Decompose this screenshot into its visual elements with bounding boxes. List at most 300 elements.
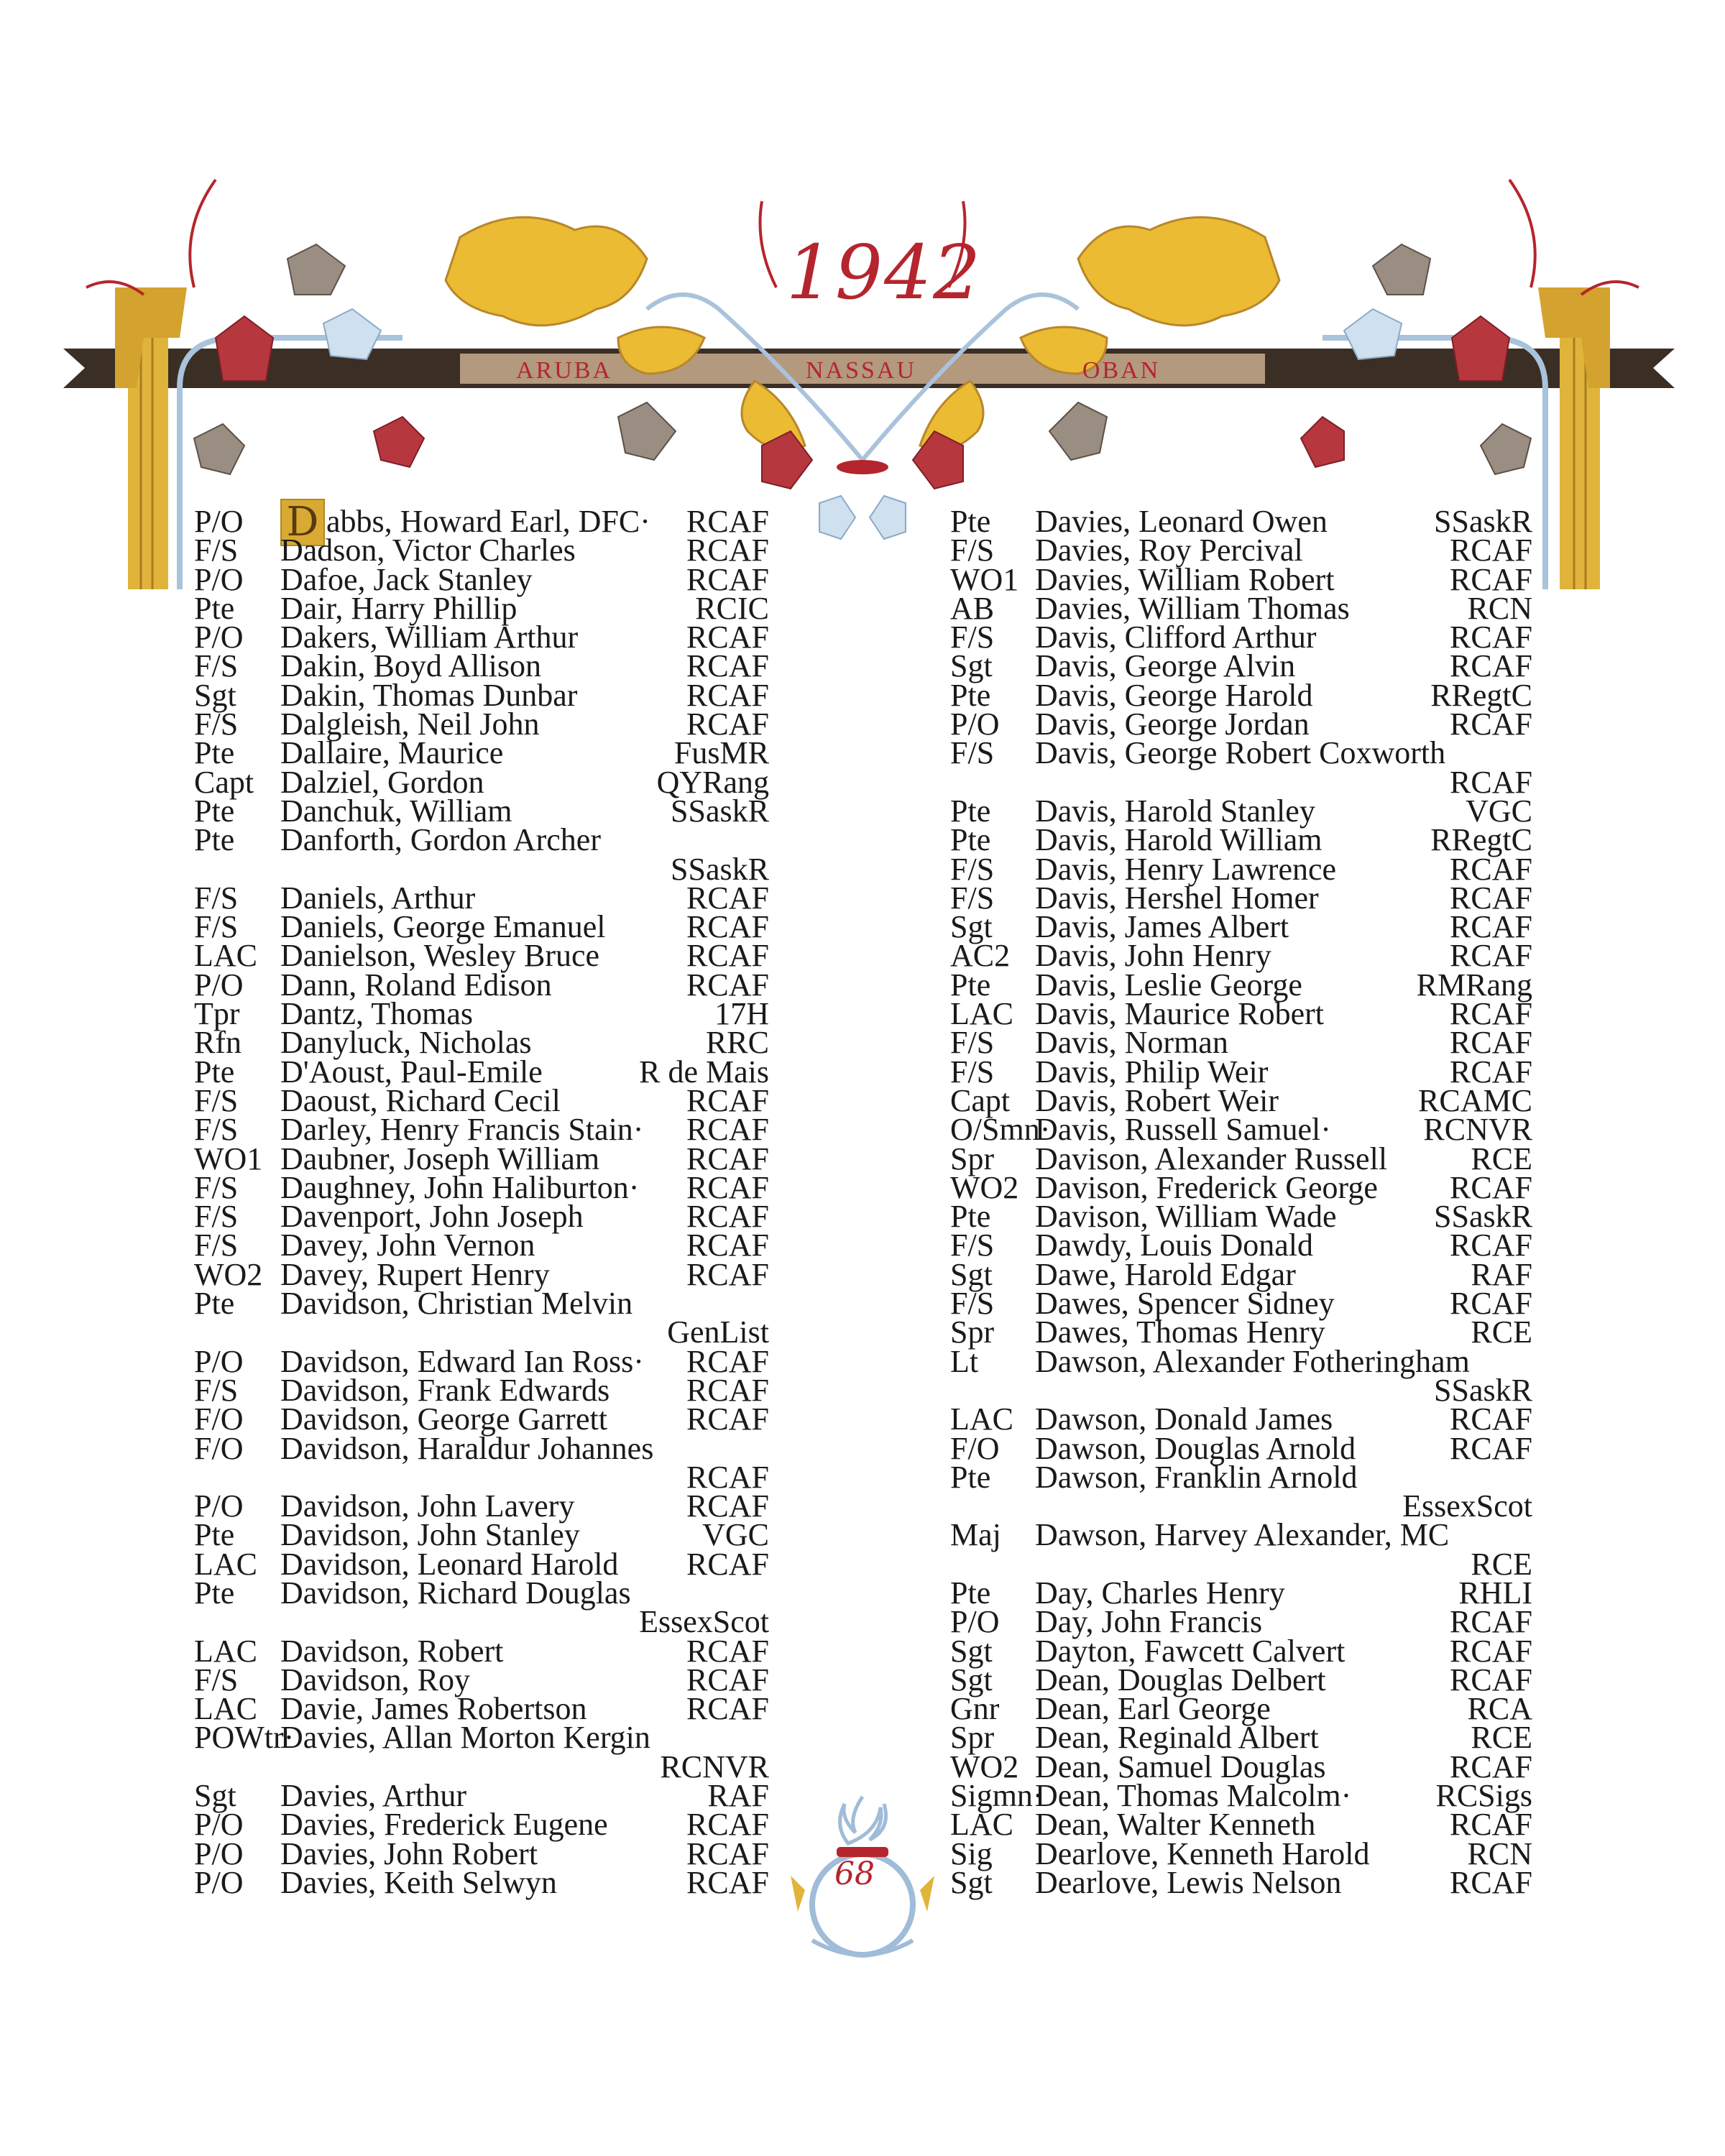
entry-name: Dalziel, Gordon	[280, 764, 484, 800]
entry-name: Dean, Samuel Douglas	[1035, 1749, 1326, 1784]
entry-rank: Sgt	[950, 909, 993, 945]
drop-cap: D	[280, 499, 325, 546]
entry-rank: Pte	[194, 590, 235, 626]
entry-name: Davis, George Harold	[1035, 677, 1313, 713]
entry-name: Davies, William Robert	[1035, 561, 1335, 597]
entry-name: Davidson, John Stanley	[280, 1517, 580, 1553]
entry-rank: Rfn	[194, 1025, 242, 1061]
roll-entry	[194, 590, 769, 626]
entry-rank: Capt	[194, 764, 254, 800]
entry-name: Danforth, Gordon Archer	[280, 822, 601, 858]
roll-entry	[194, 735, 769, 771]
entry-unit: RCAF	[686, 706, 769, 742]
roll-entry	[950, 1343, 1532, 1408]
entry-unit: RCAF	[686, 619, 769, 655]
entry-name: Davis, George Robert Coxworth	[1035, 735, 1446, 771]
entry-rank: F/S	[194, 1227, 239, 1263]
roll-entry	[950, 1112, 1532, 1148]
entry-unit: RCAF	[686, 1633, 769, 1669]
entry-rank: F/S	[950, 735, 995, 771]
entry-unit: RCAF	[686, 1546, 769, 1582]
entry-rank: F/S	[194, 533, 239, 568]
entry-name: Dawes, Thomas Henry	[1035, 1314, 1325, 1350]
entry-unit: RCAF	[686, 1199, 769, 1235]
entry-name: Daniels, Arthur	[280, 880, 476, 916]
entry-rank: AC2	[950, 938, 1011, 974]
entry-rank: F/S	[950, 1286, 995, 1322]
entry-unit: QYRang	[656, 764, 769, 800]
entry-name: Davidson, Edward Ian Ross·	[280, 1343, 644, 1379]
entry-name: Daoust, Richard Cecil	[280, 1082, 561, 1118]
entry-unit: RCAF	[686, 648, 769, 684]
entry-unit: RHLI	[1458, 1575, 1532, 1611]
roll-entry	[194, 1807, 769, 1843]
entry-rank: Pte	[194, 1286, 235, 1322]
entry-unit: RCN	[1467, 1835, 1532, 1871]
entry-name: Danchuk, William	[280, 793, 512, 829]
entry-rank: WO2	[194, 1256, 263, 1292]
roll-entry	[950, 996, 1532, 1032]
roll-entry	[950, 1807, 1532, 1843]
roll-entry	[194, 1343, 769, 1379]
entry-unit: RCAF	[1450, 1749, 1532, 1784]
entry-name: Davis, Henry Lawrence	[1035, 851, 1337, 887]
roll-entry	[194, 1286, 769, 1350]
entry-name: Darley, Henry Francis Stain·	[280, 1112, 644, 1148]
entry-name: Davies, Roy Percival	[1035, 533, 1303, 568]
entry-rank: F/S	[194, 706, 239, 742]
entry-name: Dawson, Harvey Alexander, MC	[1035, 1517, 1450, 1553]
entry-unit: VGC	[702, 1517, 769, 1553]
entry-name: Davis, Leslie George	[1035, 967, 1302, 1003]
entry-rank: Pte	[950, 793, 991, 829]
roll-entry	[194, 1025, 769, 1061]
roll-entry	[950, 1662, 1532, 1697]
entry-unit: RCAF	[1450, 996, 1532, 1032]
entry-unit: RRegtC	[1430, 677, 1532, 713]
roll-entry	[950, 1575, 1532, 1611]
entry-name: Dean, Earl George	[1035, 1691, 1271, 1727]
entry-name: Davenport, John Joseph	[280, 1199, 584, 1235]
entry-name: Davis, Norman	[1035, 1025, 1228, 1061]
roll-entry	[194, 1169, 769, 1205]
roll-entry	[950, 1459, 1532, 1524]
entry-name: Day, John Francis	[1035, 1604, 1263, 1640]
entry-rank: Pte	[950, 1199, 991, 1235]
entry-unit: RCSigs	[1435, 1778, 1532, 1814]
entry-unit: RCAF	[1450, 1662, 1532, 1697]
entry-rank: F/S	[194, 909, 239, 945]
entry-rank: WO1	[194, 1141, 263, 1176]
roll-entry	[950, 793, 1532, 829]
entry-name: Davidson, Robert	[280, 1633, 504, 1669]
roll-entry	[194, 1082, 769, 1118]
entry-rank: Sgt	[194, 677, 236, 713]
entry-name: Dalgleish, Neil John	[280, 706, 540, 742]
roll-entry	[950, 1778, 1532, 1814]
roll-entry	[950, 619, 1532, 655]
entry-rank: F/S	[194, 880, 239, 916]
entry-name: Dawdy, Louis Donald	[1035, 1227, 1313, 1263]
entry-unit: RMRang	[1416, 967, 1532, 1003]
entry-rank: F/S	[950, 1227, 995, 1263]
entry-unit: RCAF	[686, 1141, 769, 1176]
entry-unit: VGC	[1466, 793, 1532, 829]
entry-name: Davidson, Richard Douglas	[280, 1575, 631, 1611]
entry-unit: RCAF	[1450, 1169, 1532, 1205]
roll-entry	[950, 648, 1532, 684]
entry-name: Davidson, Frank Edwards	[280, 1372, 610, 1408]
entry-unit: EssexScot	[639, 1604, 769, 1640]
entry-unit: RCAF	[1450, 880, 1532, 916]
entry-rank: F/S	[194, 1662, 239, 1697]
entry-unit: RCAF	[1450, 1025, 1532, 1061]
entry-unit: GenList	[667, 1314, 769, 1350]
entry-name: Davie, James Robertson	[280, 1691, 587, 1727]
roll-entry	[194, 793, 769, 829]
entry-name: Dean, Walter Kenneth	[1035, 1807, 1316, 1843]
entry-name: Davis, James Albert	[1035, 909, 1289, 945]
entry-rank: Pte	[194, 793, 235, 829]
entry-name: Davey, John Vernon	[280, 1227, 535, 1263]
roll-entry	[194, 499, 769, 545]
entry-unit: RCAF	[686, 533, 769, 568]
entry-rank: F/S	[194, 1082, 239, 1118]
entry-unit: RCAF	[686, 1662, 769, 1697]
entry-unit: RCAF	[1450, 1430, 1532, 1466]
roll-entry	[950, 1025, 1532, 1061]
entry-name: Davis, Harold Stanley	[1035, 793, 1315, 829]
entry-name-text: abbs, Howard Earl, DFC·	[326, 504, 650, 539]
entry-name: Davidson, Roy	[280, 1662, 470, 1697]
roll-entry	[950, 851, 1532, 887]
roll-entry	[950, 1430, 1532, 1466]
entry-unit: RCE	[1471, 1314, 1532, 1350]
entry-name: Davies, Allan Morton Kergin	[280, 1720, 650, 1756]
roll-entry	[194, 764, 769, 800]
entry-rank: P/O	[194, 561, 244, 597]
entry-name: Dawson, Franklin Arnold	[1035, 1459, 1358, 1495]
entry-name: Davies, Frederick Eugene	[280, 1807, 608, 1843]
roll-entry	[950, 1054, 1532, 1089]
entry-rank: AB	[950, 590, 995, 626]
entry-unit: RCAF	[1450, 706, 1532, 742]
entry-name: Davis, Maurice Robert	[1035, 996, 1324, 1032]
entry-unit: RCAF	[1450, 1054, 1532, 1089]
entry-name: Davies, Keith Selwyn	[280, 1864, 557, 1900]
entry-unit: RCAF	[1450, 851, 1532, 887]
entry-rank: P/O	[194, 1864, 244, 1900]
entry-name: Davidson, Haraldur Johannes	[280, 1430, 654, 1466]
entry-rank: F/S	[194, 1169, 239, 1205]
entry-unit: RCAF	[686, 561, 769, 597]
entry-rank: Pte	[950, 1575, 991, 1611]
entry-unit: RCAF	[686, 1082, 769, 1118]
roll-entry	[950, 967, 1532, 1003]
entry-rank: Capt	[950, 1082, 1011, 1118]
roll-entry	[194, 1575, 769, 1640]
entry-unit: RCAF	[686, 1343, 769, 1379]
entry-name: Dawson, Donald James	[1035, 1401, 1333, 1437]
entry-unit: RCE	[1471, 1141, 1532, 1176]
roll-entry	[950, 938, 1532, 974]
entry-unit: RCA	[1467, 1691, 1532, 1727]
entry-rank: Pte	[950, 1459, 991, 1495]
entry-rank: LAC	[950, 1807, 1013, 1843]
entry-rank: F/O	[194, 1401, 244, 1437]
entry-rank: F/S	[194, 1112, 239, 1148]
entry-name: Davison, Alexander Russell	[1035, 1141, 1388, 1176]
entry-name: Davis, Harold William	[1035, 822, 1322, 858]
roll-entry	[194, 909, 769, 945]
entry-rank: Sgt	[950, 648, 993, 684]
entry-name: Davis, Hershel Homer	[1035, 880, 1319, 916]
ship-name-aruba: ARUBA	[515, 357, 613, 384]
entry-name: Davidson, John Lavery	[280, 1488, 575, 1524]
left-name-column	[194, 499, 769, 1900]
entry-rank: F/O	[950, 1430, 1000, 1466]
roll-entry	[950, 1401, 1532, 1437]
right-name-column	[950, 504, 1532, 1900]
page-number: 68	[834, 1856, 875, 1892]
entry-unit: RCAF	[1450, 909, 1532, 945]
roll-entry	[950, 1169, 1532, 1205]
entry-unit: RCAF	[686, 1691, 769, 1727]
roll-entry	[194, 1401, 769, 1437]
entry-rank: LAC	[950, 996, 1013, 1032]
entry-rank: Pte	[194, 822, 235, 858]
entry-name: Dawe, Harold Edgar	[1035, 1256, 1296, 1292]
entry-rank: O/Smn·	[950, 1112, 1051, 1148]
entry-rank: Sgt	[950, 1256, 993, 1292]
entry-name: Davis, Clifford Arthur	[1035, 619, 1317, 655]
entry-unit: RCAF	[1450, 1604, 1532, 1640]
entry-rank: P/O	[194, 619, 244, 655]
entry-name: Danielson, Wesley Bruce	[280, 938, 600, 974]
entry-unit: RCAF	[1450, 938, 1532, 974]
entry-name: Dakin, Thomas Dunbar	[280, 677, 578, 713]
roll-entry	[950, 706, 1532, 742]
roll-entry	[950, 1286, 1532, 1322]
roll-entry	[950, 1835, 1532, 1871]
entry-unit: RCAF	[686, 1372, 769, 1408]
entry-name: Davis, George Alvin	[1035, 648, 1296, 684]
entry-name: Davison, Frederick George	[1035, 1169, 1378, 1205]
entry-name: Davey, Rupert Henry	[280, 1256, 550, 1292]
entry-unit: RCIC	[695, 590, 769, 626]
entry-unit: RCN	[1467, 590, 1532, 626]
entry-name: Dakers, William Arthur	[280, 619, 579, 655]
entry-rank: Sgt	[950, 1662, 993, 1697]
roll-entry	[194, 1141, 769, 1176]
roll-entry	[194, 967, 769, 1003]
entry-name: Davis, Russell Samuel·	[1035, 1112, 1331, 1148]
roll-entry	[194, 1835, 769, 1871]
entry-name: Day, Charles Henry	[1035, 1575, 1285, 1611]
entry-rank: WO2	[950, 1169, 1019, 1205]
entry-rank: Spr	[950, 1314, 995, 1350]
entry-name: Dawson, Douglas Arnold	[1035, 1430, 1356, 1466]
entry-unit: R de Mais	[639, 1054, 769, 1089]
center-ring	[837, 460, 888, 474]
roll-entry	[950, 1314, 1532, 1350]
entry-rank: Pte	[194, 1575, 235, 1611]
entry-unit: FusMR	[673, 735, 769, 771]
entry-name: Dafoe, Jack Stanley	[280, 561, 533, 597]
roll-entry	[950, 1227, 1532, 1263]
entry-unit: RCAF	[1450, 1227, 1532, 1263]
entry-unit: 17H	[714, 996, 769, 1032]
roll-entry	[194, 533, 769, 568]
roll-entry	[194, 1691, 769, 1727]
entry-rank: Maj	[950, 1517, 1001, 1553]
entry-rank: Pte	[950, 822, 991, 858]
entry-name: Davies, John Robert	[280, 1835, 538, 1871]
entry-unit: RCAF	[1450, 1807, 1532, 1843]
entry-rank: WO1	[950, 561, 1019, 597]
entry-unit: RCAF	[1450, 648, 1532, 684]
roll-entry	[950, 1633, 1532, 1669]
roll-entry	[950, 533, 1532, 568]
entry-unit: RCAMC	[1418, 1082, 1532, 1118]
roll-entry	[194, 706, 769, 742]
entry-rank: Spr	[950, 1141, 995, 1176]
entry-unit: RCAF	[1450, 561, 1532, 597]
roll-entry	[950, 504, 1532, 539]
entry-unit: SSaskR	[671, 793, 769, 829]
roll-entry	[194, 648, 769, 684]
roll-entry	[194, 1633, 769, 1669]
entry-unit: RCAF	[686, 677, 769, 713]
entry-name: Davies, William Thomas	[1035, 590, 1350, 626]
roll-entry	[950, 1720, 1532, 1756]
entry-name: Dakin, Boyd Allison	[280, 648, 542, 684]
entry-name: Davidson, Christian Melvin	[280, 1286, 633, 1322]
entry-name: Dallaire, Maurice	[280, 735, 504, 771]
entry-unit: RAF	[707, 1778, 769, 1814]
entry-rank: P/O	[194, 504, 244, 539]
entry-name: Davis, John Henry	[1035, 938, 1271, 974]
entry-rank: F/S	[950, 880, 995, 916]
entry-rank: F/O	[194, 1430, 244, 1466]
entry-rank: Sgt	[194, 1778, 236, 1814]
entry-unit: EssexScot	[1402, 1488, 1532, 1524]
entry-name: Davis, George Jordan	[1035, 706, 1310, 742]
entry-rank: WO2	[950, 1749, 1019, 1784]
entry-name: Dantz, Thomas	[280, 996, 474, 1032]
entry-unit: RCAF	[686, 1835, 769, 1871]
entry-rank: F/S	[950, 1054, 995, 1089]
entry-unit: RCAF	[1450, 533, 1532, 568]
entry-unit: RCAF	[686, 880, 769, 916]
ship-name-nassau: NASSAU	[805, 357, 917, 384]
year-heading: 1942	[786, 229, 983, 316]
roll-entry	[194, 1054, 769, 1089]
roll-entry	[194, 1864, 769, 1900]
roll-entry	[194, 880, 769, 916]
entry-name: D'Aoust, Paul-Emile	[280, 1054, 543, 1089]
entry-rank: Pte	[950, 677, 991, 713]
entry-unit: RCAF	[1450, 1864, 1532, 1900]
roll-entry	[194, 1778, 769, 1814]
roll-entry	[950, 735, 1532, 800]
entry-unit: RCNVR	[1423, 1112, 1532, 1148]
entry-rank: Pte	[194, 1517, 235, 1553]
roll-entry	[950, 1864, 1532, 1900]
entry-unit: SSaskR	[1434, 1199, 1532, 1235]
roll-entry	[194, 1517, 769, 1553]
entry-name: Dawes, Spencer Sidney	[1035, 1286, 1335, 1322]
entry-name: Davison, William Wade	[1035, 1199, 1337, 1235]
entry-unit: RCAF	[1450, 1633, 1532, 1669]
entry-unit: RCAF	[1450, 1401, 1532, 1437]
roll-entry	[950, 1141, 1532, 1176]
entry-rank: Gnr	[950, 1691, 1000, 1727]
entry-name: Daniels, George Emanuel	[280, 909, 606, 945]
roll-entry	[950, 561, 1532, 597]
roll-entry	[194, 561, 769, 597]
entry-rank: Sig	[950, 1835, 993, 1871]
roll-entry	[194, 822, 769, 887]
entry-unit: RCAF	[686, 1864, 769, 1900]
roll-entry	[950, 1517, 1532, 1582]
entry-unit: RCAF	[686, 967, 769, 1003]
entry-unit: RCNVR	[660, 1749, 769, 1784]
entry-unit: RCAF	[686, 1169, 769, 1205]
roll-entry	[950, 1082, 1532, 1118]
entry-rank: F/S	[194, 1199, 239, 1235]
entry-name: Dann, Roland Edison	[280, 967, 552, 1003]
entry-unit: RCAF	[686, 1227, 769, 1263]
entry-name: Davis, Philip Weir	[1035, 1054, 1269, 1089]
roll-entry	[194, 1662, 769, 1697]
entry-unit: RCAF	[1450, 764, 1532, 800]
entry-rank: LAC	[194, 1691, 257, 1727]
roll-entry	[194, 1372, 769, 1408]
entry-rank: P/O	[194, 1343, 244, 1379]
entry-name: Dean, Douglas Delbert	[1035, 1662, 1326, 1697]
entry-unit: RRegtC	[1430, 822, 1532, 858]
entry-unit: RCE	[1471, 1546, 1532, 1582]
roll-entry	[950, 880, 1532, 916]
roll-entry	[950, 909, 1532, 945]
entry-rank: F/S	[194, 1372, 239, 1408]
entry-name: Dean, Thomas Malcolm·	[1035, 1778, 1352, 1814]
roll-entry	[950, 1256, 1532, 1292]
roll-entry	[950, 1199, 1532, 1235]
entry-unit: RCAF	[1450, 619, 1532, 655]
entry-rank: Spr	[950, 1720, 995, 1756]
entry-name: Dayton, Fawcett Calvert	[1035, 1633, 1346, 1669]
roll-entry	[194, 1227, 769, 1263]
entry-name: Dearlove, Lewis Nelson	[1035, 1864, 1342, 1900]
entry-rank: F/S	[194, 648, 239, 684]
entry-unit: RAF	[1471, 1256, 1532, 1292]
entry-unit: RCAF	[686, 938, 769, 974]
entry-rank: P/O	[194, 967, 244, 1003]
entry-rank: Pte	[194, 735, 235, 771]
roll-entry	[194, 619, 769, 655]
entry-unit: RCAF	[686, 1807, 769, 1843]
roll-entry	[950, 677, 1532, 713]
entry-rank: Pte	[194, 1054, 235, 1089]
entry-rank: Tpr	[194, 996, 240, 1032]
entry-name: Davies, Leonard Owen	[1035, 504, 1328, 539]
entry-rank: Lt	[950, 1343, 979, 1379]
entry-name: Dadson, Victor Charles	[280, 533, 576, 568]
roll-entry	[194, 1720, 769, 1784]
entry-unit: RCAF	[686, 1401, 769, 1437]
